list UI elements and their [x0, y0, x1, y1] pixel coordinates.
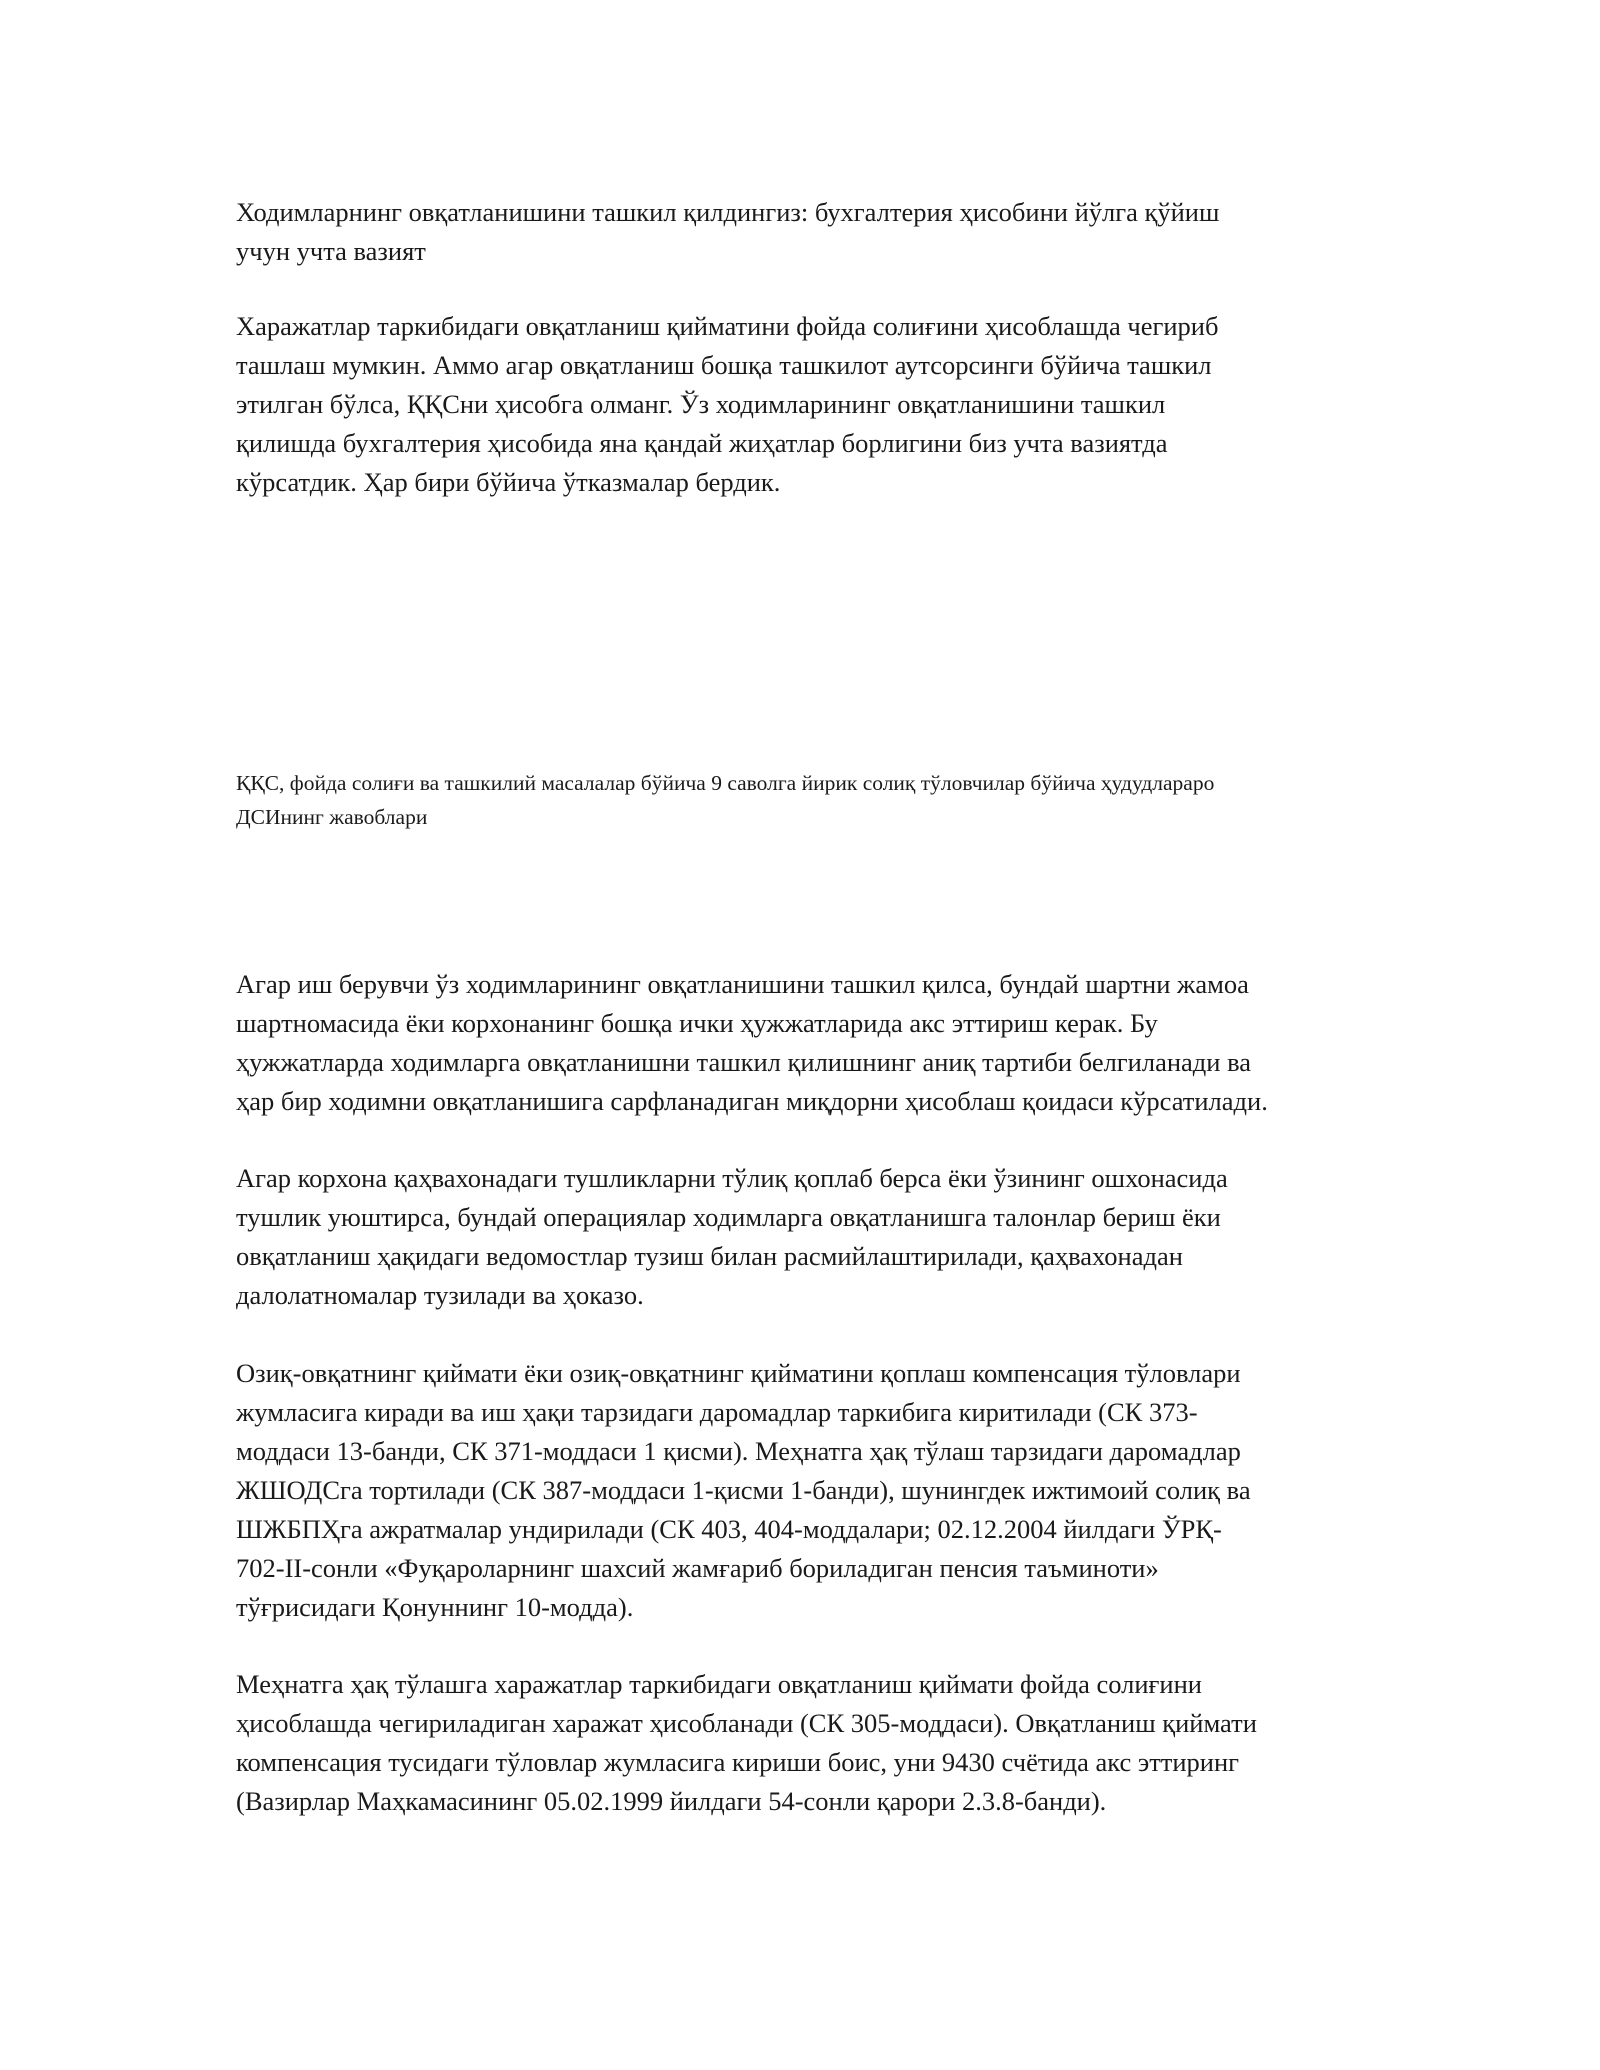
lead-paragraph — [236, 307, 1386, 502]
text-line: ЖШОДСга тортилади (СК 387-моддаси 1-қисми 1-банди), шунингдек ижтимоий солиқ ва — [236, 1475, 1251, 1505]
related-article-caption — [236, 766, 1386, 834]
text-line: ҳужжатларда ходимларга овқатланишни ташкил қилишнинг аниқ тартиби белгиланади ва — [236, 1047, 1251, 1077]
text-line: ҚҚС, фойда солиғи ва ташкилий масалалар бўйича 9 саволга йирик солиқ тўловчилар бўйича ҳудудлараро — [236, 771, 1215, 795]
text-line: Озиқ-овқатнинг қиймати ёки озиқ-овқатнинг қийматини қоплаш компенсация тўловлари — [236, 1358, 1241, 1388]
text-line: компенсация тусидаги тўловлар жумласига кириши боис, уни 9430 счётида акс эттиринг — [236, 1747, 1240, 1777]
article-title — [236, 193, 1386, 271]
text-line: тўғрисидаги Қонуннинг 10-модда). — [236, 1592, 634, 1622]
text-line: ШЖБПҲга ажратмалар ундирилади (СК 403, 404-моддалари; 02.12.2004 йилдаги ЎРҚ- — [236, 1514, 1222, 1544]
text-line: кўрсатдик. Ҳар бири бўйича ўтказмалар бердик. — [236, 467, 781, 497]
text-line: ДСИнинг жавоблари — [236, 805, 428, 829]
body-paragraph-2 — [236, 1159, 1386, 1315]
text-line: шартномасида ёки корхонанинг бошқа ички ҳужжатларида акс эттириш керак. Бу — [236, 1008, 1158, 1038]
text-line: Ходимларнинг овқатланишини ташкил қилдингиз: бухгалтерия ҳисобини йўлга қўйиш — [236, 197, 1220, 227]
text-line: ҳар бир ходимни овқатланишига сарфланадиган миқдорни ҳисоблаш қоидаси кўрсатилади. — [236, 1086, 1268, 1116]
text-line: тушлик уюштирса, бундай операциялар ходимларга овқатланишга талонлар бериш ёки — [236, 1202, 1221, 1232]
text-line: овқатланиш ҳақидаги ведомостлар тузиш билан расмийлаштирилади, қаҳвахонадан — [236, 1241, 1183, 1271]
text-line: Меҳнатга ҳақ тўлашга харажатлар таркибидаги овқатланиш қиймати фойда солиғини — [236, 1669, 1202, 1699]
text-line: ташлаш мумкин. Аммо агар овқатланиш бошқа ташкилот аутсорсинги бўйича ташкил — [236, 350, 1212, 380]
text-line: жумласига киради ва иш ҳақи тарзидаги даромадлар таркибига киритилади (СК 373- — [236, 1397, 1198, 1427]
text-line: (Вазирлар Маҳкамасининг 05.02.1999 йилдаги 54-сонли қарори 2.3.8-банди). — [236, 1786, 1107, 1816]
body-paragraph-4 — [236, 1665, 1386, 1821]
text-line: этилган бўлса, ҚҚСни ҳисобга олманг. Ўз ходимларининг овқатланишини ташкил — [236, 389, 1166, 419]
text-line: далолатномалар тузилади ва ҳоказо. — [236, 1280, 644, 1310]
text-line: қилишда бухгалтерия ҳисобида яна қандай жиҳатлар борлигини биз учта вазиятда — [236, 428, 1168, 458]
body-paragraph-1 — [236, 965, 1386, 1121]
text-line: 702-II-сонли «Фуқароларнинг шахсий жамғариб бориладиган пенсия таъминоти» — [236, 1553, 1159, 1583]
text-line: ҳисоблашда чегириладиган харажат ҳисобланади (СК 305-моддаси). Овқатланиш қиймати — [236, 1708, 1257, 1738]
text-line: моддаси 13-банди, СК 371-моддаси 1 қисми). Меҳнатга ҳақ тўлаш тарзидаги даромадлар — [236, 1436, 1241, 1466]
body-paragraph-3 — [236, 1354, 1386, 1627]
text-line: Агар корхона қаҳвахонадаги тушликларни тўлиқ қоплаб берса ёки ўзининг ошхонасида — [236, 1163, 1228, 1193]
text-line: учун учта вазият — [236, 236, 426, 266]
text-line: Харажатлар таркибидаги овқатланиш қийматини фойда солиғини ҳисоблашда чегириб — [236, 311, 1219, 341]
text-line: Агар иш берувчи ўз ходимларининг овқатланишини ташкил қилса, бундай шартни жамоа — [236, 969, 1249, 999]
